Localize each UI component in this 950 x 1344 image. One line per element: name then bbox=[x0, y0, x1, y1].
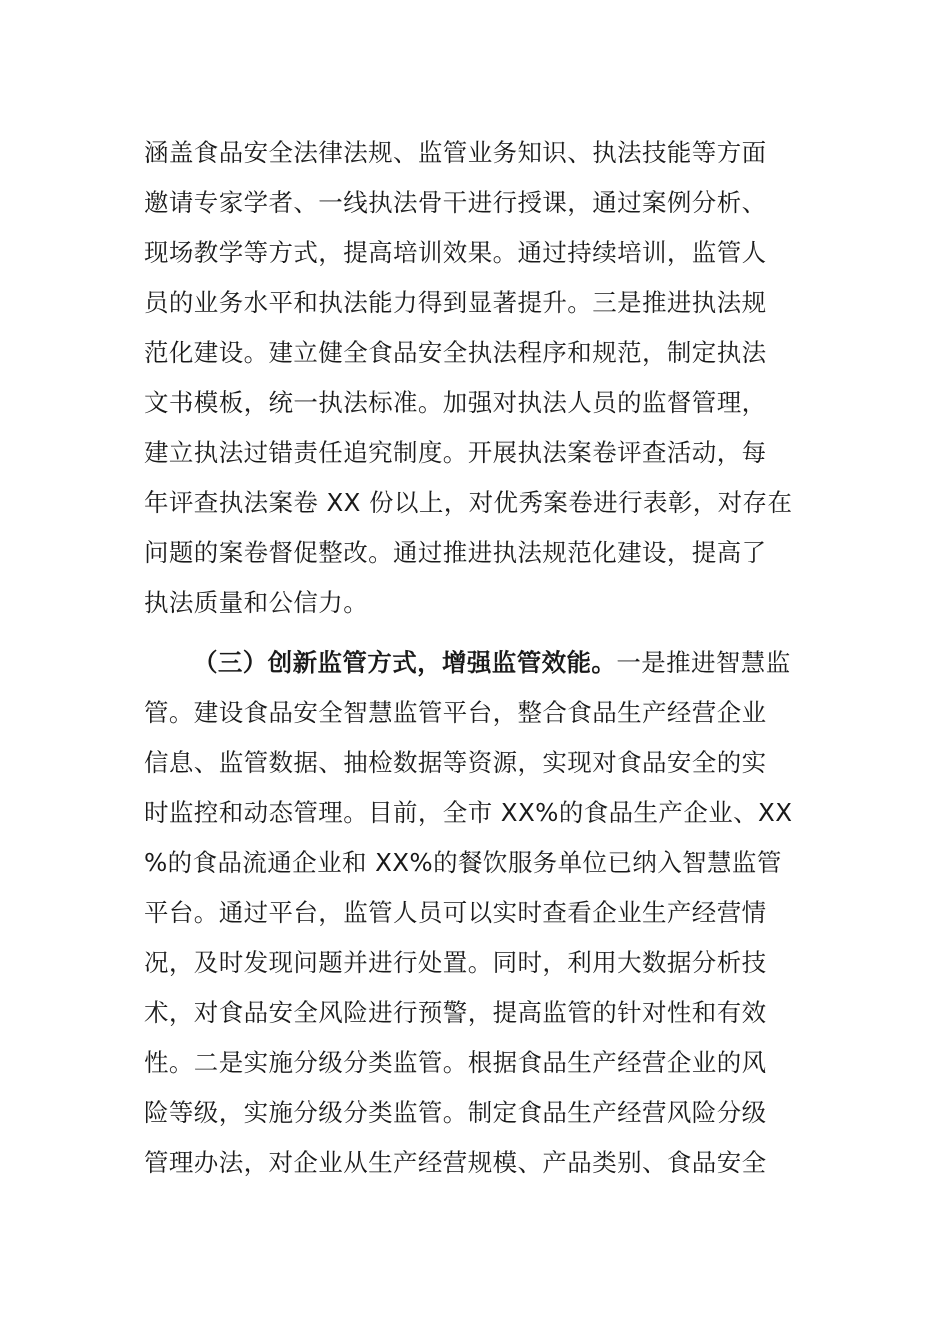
paragraph-innovative-supervision bbox=[144, 638, 808, 1188]
text-line: 年评查执法案卷 XX 份以上，对优秀案卷进行表彰，对存在 bbox=[144, 488, 793, 517]
text-line: 现场教学等方式，提高培训效果。通过持续培训，监管人 bbox=[144, 238, 767, 267]
text-line: 涵盖食品安全法律法规、监管业务知识、执法技能等方面 bbox=[144, 138, 767, 167]
text-line: 平台。通过平台，监管人员可以实时查看企业生产经营情 bbox=[144, 898, 767, 927]
text-line-first bbox=[144, 638, 808, 688]
paragraph-spacer bbox=[144, 628, 808, 638]
text-line: 邀请专家学者、一线执法骨干进行授课，通过案例分析、 bbox=[144, 188, 767, 217]
text-line: 文书模板，统一执法标准。加强对执法人员的监督管理， bbox=[144, 388, 767, 417]
text-line: 执法质量和公信力。 bbox=[144, 588, 369, 617]
section-heading: （三）创新监管方式，增强监管效能。 bbox=[193, 648, 617, 677]
text-line: 时监控和动态管理。目前，全市 XX%的食品生产企业、XX bbox=[144, 798, 793, 827]
text-line: 管。建设食品安全智慧监管平台，整合食品生产经营企业 bbox=[144, 698, 767, 727]
text-line: 险等级，实施分级分类监管。制定食品生产经营风险分级 bbox=[144, 1098, 767, 1127]
paragraph-training-and-enforcement bbox=[144, 128, 808, 628]
text-line: 信息、监管数据、抽检数据等资源，实现对食品安全的实 bbox=[144, 748, 767, 777]
text-line: 员的业务水平和执法能力得到显著提升。三是推进执法规 bbox=[144, 288, 767, 317]
text-line: 建立执法过错责任追究制度。开展执法案卷评查活动，每 bbox=[144, 438, 767, 467]
text-line: 性。二是实施分级分类监管。根据食品生产经营企业的风 bbox=[144, 1048, 767, 1077]
text-line: 况，及时发现问题并进行处置。同时，利用大数据分析技 bbox=[144, 948, 767, 977]
text-line: 问题的案卷督促整改。通过推进执法规范化建设，提高了 bbox=[144, 538, 767, 567]
section-heading-continuation: 一是推进智慧监 bbox=[616, 648, 791, 677]
text-line: 管理办法，对企业从生产经营规模、产品类别、食品安全 bbox=[144, 1148, 767, 1177]
text-line: 术，对食品安全风险进行预警，提高监管的针对性和有效 bbox=[144, 998, 767, 1027]
text-line: 范化建设。建立健全食品安全执法程序和规范，制定执法 bbox=[144, 338, 767, 367]
document-body bbox=[144, 128, 808, 1188]
text-line: %的食品流通企业和 XX%的餐饮服务单位已纳入智慧监管 bbox=[144, 848, 782, 877]
